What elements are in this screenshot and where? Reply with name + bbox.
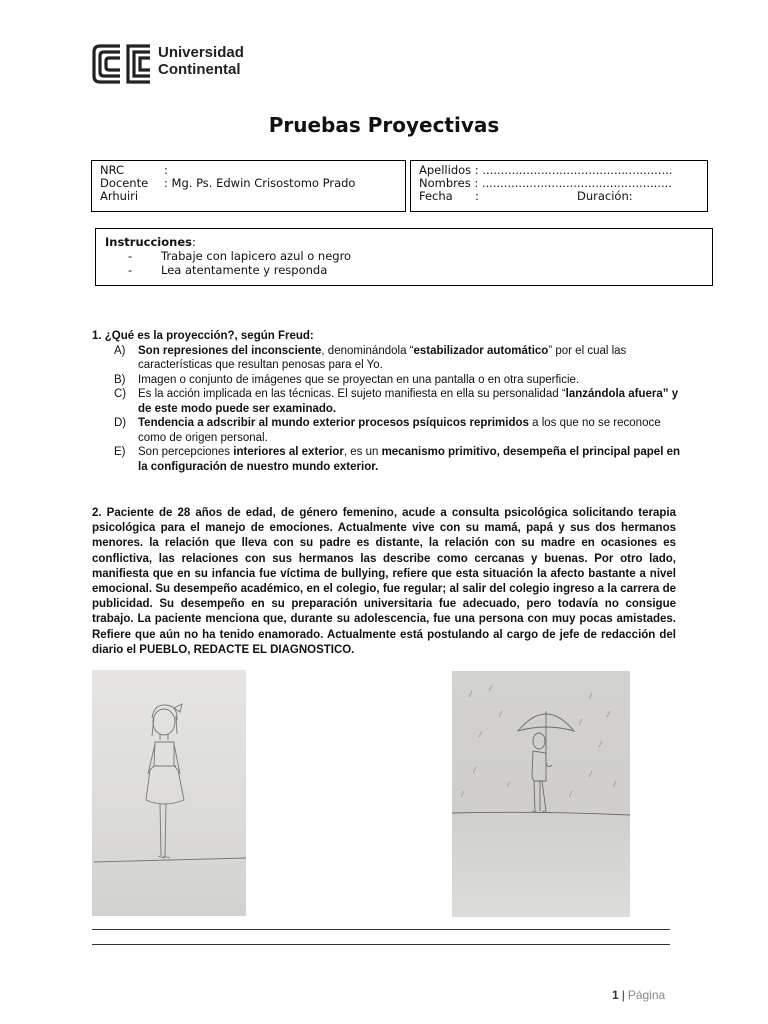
option-text: Son represiones del inconsciente bbox=[138, 344, 322, 357]
option-text: Son percepciones bbox=[138, 446, 234, 458]
docente-value: : Mg. Ps. Edwin Crisostomo Prado bbox=[164, 176, 356, 190]
answer-line[interactable] bbox=[92, 929, 670, 930]
nombres-field[interactable]: Nombres : .................................................... bbox=[419, 176, 672, 190]
drawing-girl-photo bbox=[92, 670, 246, 916]
docente-label: Docente bbox=[100, 176, 149, 190]
page-number: 1 bbox=[612, 988, 619, 1002]
instructions-box bbox=[95, 228, 713, 286]
course-info-box bbox=[91, 160, 406, 212]
answer-option[interactable] bbox=[92, 344, 682, 373]
option-text: a los que no se reconoce como de origen personal. bbox=[138, 417, 661, 444]
page-label: Página bbox=[627, 988, 666, 1002]
instructions-heading: Instrucciones bbox=[105, 235, 192, 249]
answer-option[interactable] bbox=[92, 387, 682, 416]
drawing-rain-person-photo bbox=[452, 671, 630, 917]
fecha-label: Fecha bbox=[419, 189, 453, 203]
option-letter: A) bbox=[114, 344, 126, 357]
question-1-heading: 1. ¿Qué es la proyección?, según Freud: bbox=[92, 330, 314, 342]
option-text: ” por el cual las características que resultan penosas para el Yo. bbox=[138, 344, 627, 371]
duracion-field[interactable]: Duración: bbox=[577, 189, 633, 203]
fecha-field[interactable]: : bbox=[475, 189, 479, 203]
option-text: Imagen o conjunto de imágenes que se proyectan en una pantalla o en otra superficie. bbox=[138, 373, 580, 386]
instruction-item: - Trabaje con lapicero azul o negro bbox=[128, 249, 352, 263]
nrc-separator: : bbox=[164, 163, 168, 177]
answer-line[interactable] bbox=[92, 944, 670, 945]
university-name bbox=[158, 44, 244, 78]
option-text: interiores al exterior bbox=[233, 446, 344, 458]
option-text: lanzándola afuera” y de este modo puede ser examinado. bbox=[138, 388, 679, 415]
instruction-item: - Lea atentamente y responda bbox=[128, 263, 328, 277]
option-text: Es la acción implicada en las técnicas. El sujeto manifiesta en ella su personalidad “ bbox=[138, 388, 566, 400]
option-letter: C) bbox=[114, 388, 127, 400]
footer-separator: | bbox=[621, 988, 625, 1002]
answer-option[interactable] bbox=[92, 445, 682, 474]
student-info-box bbox=[410, 160, 708, 212]
page-title: Pruebas Proyectivas bbox=[268, 113, 500, 137]
answer-option[interactable] bbox=[92, 416, 682, 445]
docente-continuation: Arhuiri bbox=[100, 189, 139, 203]
option-letter: B) bbox=[114, 373, 126, 386]
option-text: , es un bbox=[343, 446, 382, 458]
option-text: Tendencia a adscribir al mundo exterior procesos psíquicos reprimidos bbox=[138, 417, 529, 429]
instruction-text: Lea atentamente y responda bbox=[161, 263, 328, 277]
question-1-options bbox=[92, 344, 682, 475]
option-letter: E) bbox=[114, 446, 126, 458]
option-letter: D) bbox=[114, 417, 127, 429]
question-1 bbox=[92, 329, 682, 474]
instruction-text: Trabaje con lapicero azul o negro bbox=[161, 249, 352, 263]
page-footer bbox=[612, 988, 665, 1002]
option-text: mecanismo primitivo, desempeña el principal papel en la configuración de nuestro mundo exterior. bbox=[138, 446, 681, 473]
question-2-text: 2. Paciente de 28 años de edad, de género femenino, acude a consulta psicológica solicitando terapia psicológica para el manejo de emociones. Actualmente vive con su mamá, papá y sus dos hermanos menores. la relación que lleva con su padre es distante, la relación con su madre en ocasiones es conflictiva, las relaciones con sus hermanos las describe como cercanas y buenas. Por otro lado, manifiesta que en su infancia fue víctima de bullying, refiere que esta situación la afecto bastante a nivel emocional. Su desempeño académico, en el colegio, fue regular; al salir del colegio ingreso a la carrera de publicidad. Su desempeño en su preparación universitaria fue adecuado, pero todavía no consigue trabajo. La paciente menciona que, durante su adolescencia, fue una persona con muy pocas amistades. Refiere que aún no ha tenido enamorado. Actualmente está postulando al cargo de jefe de redacción del diario el PUEBLO, REDACTE EL DIAGNOSTICO. bbox=[92, 507, 676, 656]
option-text: , denominándola “ bbox=[321, 344, 414, 357]
answer-option[interactable] bbox=[92, 373, 682, 388]
logo-line-1: Universidad bbox=[158, 44, 244, 61]
logo-line-2: Continental bbox=[158, 61, 241, 78]
girl-sketch bbox=[92, 670, 246, 916]
nrc-label: NRC bbox=[100, 163, 125, 177]
instructions-colon: : bbox=[191, 235, 196, 249]
person-in-rain-sketch bbox=[452, 671, 630, 917]
apellidos-field[interactable]: Apellidos : .................................................... bbox=[419, 163, 673, 177]
option-text: estabilizador automático bbox=[413, 344, 549, 357]
